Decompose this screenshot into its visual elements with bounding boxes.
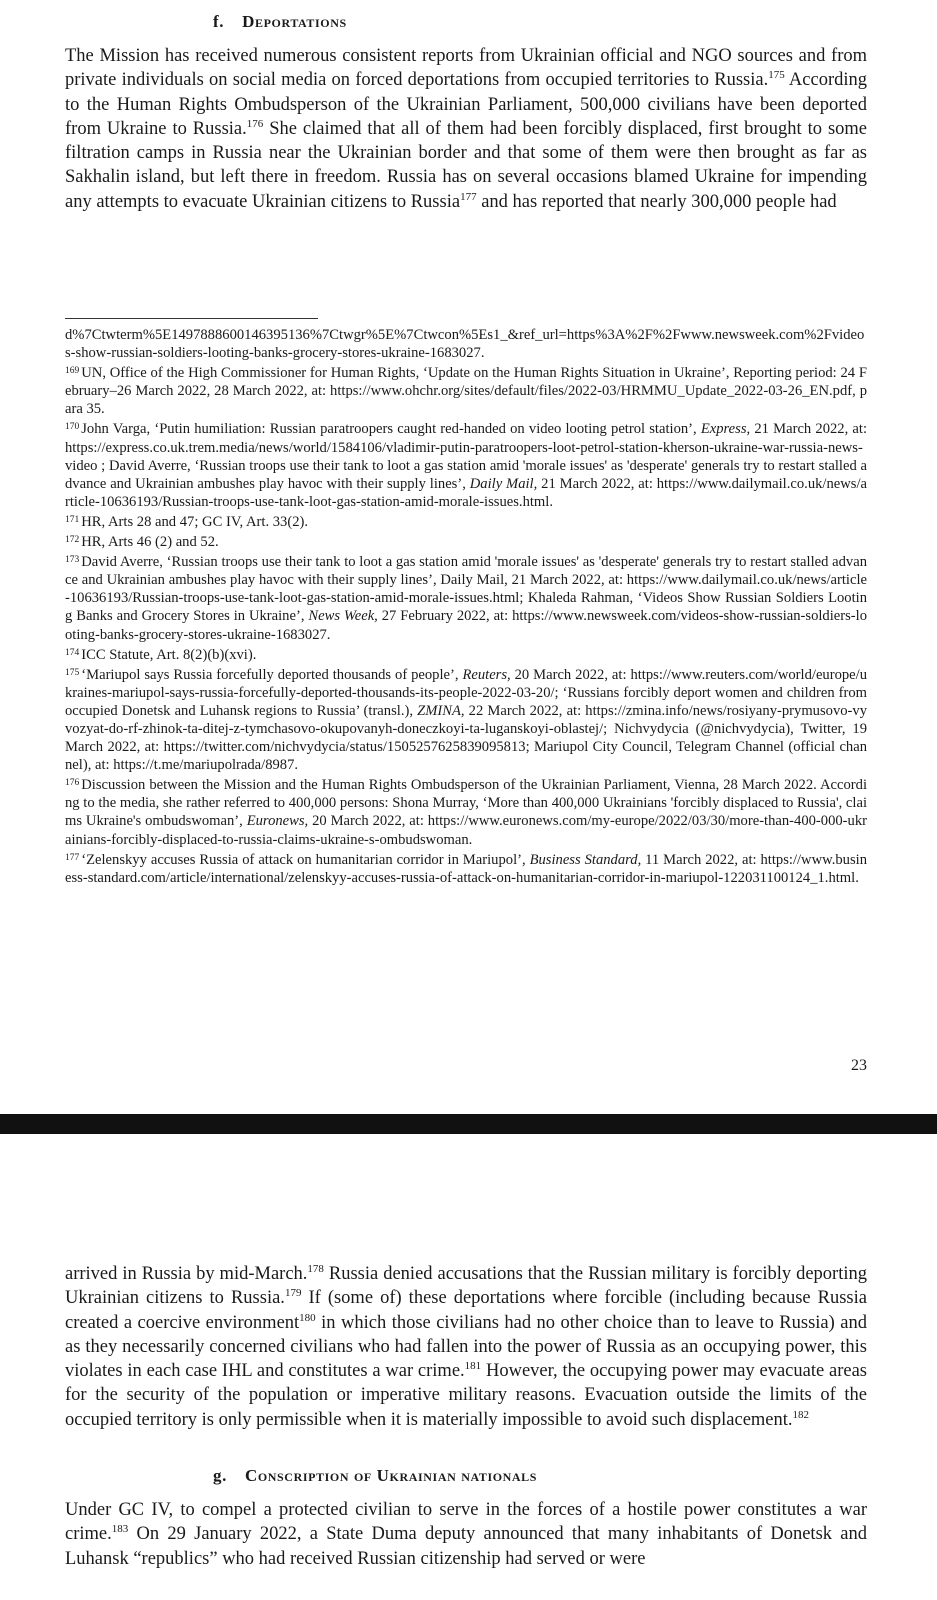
footnote-170	[65, 418, 867, 510]
footnote-ref-176[interactable]: 176	[246, 117, 264, 130]
paragraph-text: Under GC IV, to compel a protected civilian to serve in the forces of a hostile power constitutes a war crime.	[65, 1500, 867, 1545]
page-break-bar	[0, 1114, 937, 1134]
footnote-169	[65, 362, 867, 418]
footnote-separator	[65, 318, 318, 319]
footnote-source-italic: Reuters,	[462, 666, 511, 683]
footnote-number: 173	[65, 555, 80, 566]
section-title: Conscription of Ukrainian nationals	[244, 1466, 538, 1485]
section-heading-g	[213, 1466, 537, 1486]
footnote-number: 169	[65, 366, 80, 377]
footnote-ref-178[interactable]: 178	[307, 1262, 324, 1275]
footnote-text: 27 February 2022, at: https://www.newsweek.com/videos-show-russian-soldiers-looting-banks-grocery-stores-ukraine-1683027.	[65, 608, 868, 643]
paragraph-text: On 29 January 2022, a State Duma deputy announced that many inhabitants of Donetsk and Luhansk “republics” who had received Russian citizenship had served or were	[65, 1524, 867, 1569]
footnote-number: 175	[65, 667, 80, 678]
paragraph-text: She claimed that all of them had been forcibly displaced, first brought to some filtration camps in Russia near the Ukrainian border and that some of them were then brought as far as Sakhalin island, but left there in freedom. Russia has on several occasions blamed Ukraine for impending any attempts to evacuate Ukrainian citizens to Russia	[65, 118, 867, 212]
footnote-number: 170	[65, 422, 80, 433]
footnote-ref-182[interactable]: 182	[792, 1408, 810, 1421]
footnote-175	[65, 664, 867, 775]
footnote-text: UN, Office of the High Commissioner for Human Rights, ‘Update on the Human Rights Situation in Ukraine’, Reporting period: 24 February–26 March 2022, 28 March 2022, at: https://www.ohchr.org/sites/default/files/2022-03/HRMMU_Update_2022-03-26_EN.pdf, para 35.	[65, 365, 867, 418]
footnote-source-italic: Euronews,	[246, 813, 309, 830]
footnote-source-italic: News Week,	[308, 608, 378, 625]
footnote-source-italic: Express,	[700, 421, 751, 438]
footnote-176	[65, 774, 867, 848]
footnote-text: HR, Arts 46 (2) and 52.	[81, 534, 219, 551]
paragraph-text: If (some of) these deportations where forcible (including because Russia created a coercive environment	[65, 1288, 867, 1333]
body-paragraph-deportations	[65, 44, 867, 214]
footnote-continuation: d%7Ctwterm%5E1497888600146395136%7Ctwgr%5E%7Ctwcon%5Es1_&ref_url=https%3A%2F%2Fwww.newsweek.com%2Fvideos-show-russian-soldiers-looting-banks-grocery-stores-ukraine-1683027.	[65, 327, 865, 362]
footnote-ref-177[interactable]: 177	[460, 190, 477, 203]
section-heading-f	[213, 12, 347, 32]
footnote-text: 20 March 2022, at: https://www.euronews.com/my-europe/2022/03/30/more-than-400-000-ukrainians-forcibly-displaced-to-russia-claims-ukraine-s-ombudswoman.	[65, 813, 867, 848]
footnote-ref-180[interactable]: 180	[299, 1311, 316, 1324]
section-title: Deportations	[242, 12, 347, 31]
footnote-text: Discussion between the Mission and the Human Rights Ombudsperson of the Ukrainian Parliament, Vienna, 28 March 2022. According to the media, she rather referred to 400,000 persons: Shona Murray, ‘More than 400,000 Ukrainians 'forcibly displaced to Russia', claims Ukraine's ombudswoman’,	[65, 777, 867, 830]
footnote-173	[65, 551, 867, 643]
footnote-source-italic: Daily Mail,	[469, 475, 538, 492]
section-number: f.	[213, 12, 225, 31]
footnote-number: 172	[65, 535, 80, 546]
footnote-text: 21 March 2022, at: https://express.co.uk.trem.media/news/world/1584106/vladimir-putin-paratroopers-loot-petrol-station-kherson-ukraine-war-russia-news-video ; David Averre, ‘Russian troops use their tank to loot a gas station amid 'morale issues' as 'desperate' generals try to restart stalled advance and Ukrainian ambushes play havoc with their supply lines’,	[65, 421, 867, 492]
footnotes-block	[65, 326, 867, 887]
footnote-number: 171	[65, 514, 80, 525]
footnote-174	[65, 644, 867, 664]
page-number: 23	[851, 1057, 867, 1074]
footnote-172	[65, 531, 867, 551]
paragraph-text: and has reported that nearly 300,000 people had	[476, 191, 837, 212]
footnote-ref-183[interactable]: 183	[111, 1523, 129, 1536]
body-paragraph-conscription	[65, 1498, 867, 1571]
section-number: g.	[213, 1466, 227, 1485]
paragraph-text: According to the Human Rights Ombudsperson of the Ukrainian Parliament, 500,000 civilians have been deported from Ukraine to Russia.	[65, 70, 867, 139]
paragraph-text: in which those civilians had no other choice than to leave to Russia) and as they necessarily concerned civilians who had fallen into the power of Russia as an occupying power, this violates in each case IHL and constitutes a war crime.	[65, 1312, 867, 1382]
footnote-177	[65, 849, 867, 887]
footnote-ref-179[interactable]: 179	[284, 1287, 302, 1300]
paragraph-text: The Mission has received numerous consistent reports from Ukrainian official and NGO sources and from private individuals on social media on forced deportations from occupied territories to Russia.	[65, 46, 867, 91]
footnote-number: 177	[65, 852, 80, 863]
footnote-text: David Averre, ‘Russian troops use their tank to loot a gas station amid 'morale issues' as 'desperate' generals try to restart stalled advance and Ukrainian ambushes play havoc with their supply lines’, Daily Mail, 21 March 2022, at: https://www.dailymail.co.uk/news/article-10636193/Russian-troops-use-tank-loot-gas-station-amid-morale-issues.html; Khaleda Rahman, ‘Videos Show Russian Soldiers Looting Banks and Grocery Stores in Ukraine’,	[65, 554, 867, 625]
footnote-text: ‘Zelenskyy accuses Russia of attack on humanitarian corridor in Mariupol’,	[81, 851, 530, 868]
footnote-text: ‘Mariupol says Russia forcefully deported thousands of people’,	[81, 666, 463, 683]
document-page-24	[0, 1134, 937, 1600]
footnote-text: 22 March 2022, at: https://zmina.info/news/rosiyany-prymusovo-vyvozyat-do-rf-zhinok-ta-ditej-z-tymchasovo-okupovanyh-doneczkoyi-ta-luganskoyi-oblastej/; Nichvydycia (@nichvydycia), Twitter, 19 March 2022, at: https://twitter.com/nichvydycia/status/1505257625839095813; Mariupol City Council, Telegram Channel (official channel), at: https://t.me/mariupolrada/8987.	[65, 702, 867, 774]
footnote-text: 21 March 2022, at: https://www.dailymail.co.uk/news/article-10636193/Russian-troops-use-tank-loot-gas-station-amid-morale-issues.html.	[65, 475, 867, 510]
footnote-text: John Varga, ‘Putin humiliation: Russian paratroopers caught red-handed on video looting petrol station’,	[81, 421, 701, 438]
footnote-number: 176	[65, 778, 80, 789]
footnote-text: HR, Arts 28 and 47; GC IV, Art. 33(2).	[81, 513, 308, 530]
footnote-171	[65, 511, 867, 531]
paragraph-text: arrived in Russia by mid-March.	[65, 1264, 308, 1284]
paragraph-text: However, the occupying power may evacuate areas for the security of the population or imperative military reasons. Evacuation outside the limits of the occupied territory is only permissible when it is materially impossible to avoid such displacement.	[65, 1361, 867, 1430]
footnote-text: 20 March 2022, at: https://www.reuters.com/world/europe/ukraines-mariupol-says-russia-forcefully-deported-thousands-its-people-2022-03-20/; ‘Russians forcibly deport women and children from occupied Donetsk and Luhansk regions to Russia’ (transl.),	[65, 666, 867, 719]
footnote-text: ICC Statute, Art. 8(2)(b)(xvi).	[81, 646, 257, 663]
body-paragraph-continued	[65, 1262, 867, 1432]
footnote-ref-175[interactable]: 175	[768, 69, 785, 82]
footnote-source-italic: Business Standard,	[529, 851, 642, 868]
footnote-ref-181[interactable]: 181	[464, 1360, 482, 1373]
footnote-source-italic: ZMINA,	[417, 702, 465, 719]
footnote-text: 11 March 2022, at: https://www.business-standard.com/article/international/zelenskyy-accuses-russia-of-attack-on-humanitarian-corridor-in-mariupol-122031100124_1.html.	[65, 851, 867, 886]
paragraph-text: Russia denied accusations that the Russian military is forcibly deporting Ukrainian citizens to Russia.	[65, 1264, 867, 1309]
footnote-number: 174	[65, 647, 80, 658]
